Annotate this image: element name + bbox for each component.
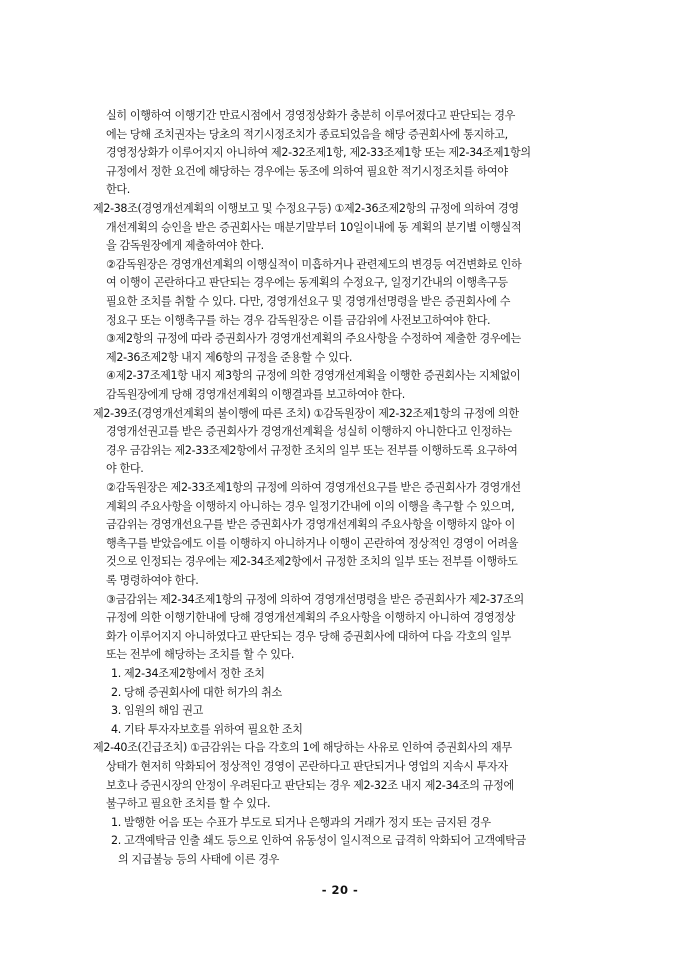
- text-line: 록 명령하여야 한다.: [106, 574, 199, 587]
- text-line: 감독원장에게 당해 경영개선계획의 이행결과를 보고하여야 한다.: [106, 388, 405, 401]
- text-line: 실히 이행하여 이행기간 만료시점에서 경영정상화가 충분히 이루어졌다고 판단되는 경우: [106, 109, 515, 122]
- text-line: ③금감위는 제2-34조제1항의 규정에 의하여 경영개선명령을 받은 증권회사가 제2-37조의: [106, 592, 524, 606]
- article-2-38-heading: 제2-38조(경영개선계획의 이행보고 및 수정요구등) ①제2-36조제2항의 규정에 의하여 경영: [93, 202, 519, 215]
- text-line: 상태가 현저히 악화되어 정상적인 경영이 곤란하다고 판단되거나 영업의 지속시 투자자: [106, 760, 508, 773]
- list-item: 1. 발행한 어음 또는 수표가 부도로 되거나 은행과의 거래가 정지 또는 금지된 경우: [111, 815, 491, 829]
- text-line: 또는 전부에 해당하는 조치를 할 수 있다.: [106, 648, 295, 662]
- text-line: 경영정상화가 이루어지지 아니하여 제2-32조제1항, 제2-33조제1항 또는 제2-34조제1항의: [106, 146, 531, 160]
- list-item: 3. 임원의 해임 권고: [111, 704, 203, 718]
- text-line: 을 감독원장에게 제출하여야 한다.: [106, 239, 264, 253]
- text-line: ②감독원장은 경영개선계획의 이행실적이 미흡하거나 관련제도의 변경등 여건변화로 인하: [106, 257, 522, 271]
- list-item: 2. 고객예탁금 인출 쇄도 등으로 인하여 유동성이 일시적으로 급격히 악화되어 고객예탁금: [111, 834, 526, 848]
- text-line: 경영개선권고를 받은 증권회사가 경영개선계획을 성실히 이행하지 아니한다고 인정하는: [106, 425, 512, 439]
- article-2-39-heading: 제2-39조(경영개선계획의 불이행에 따른 조치) ①감독원장이 제2-32조제1항의 규정에 의한: [93, 406, 519, 420]
- text-line: 것으로 인정되는 경우에는 제2-34조제2항에서 규정한 조치의 일부 또는 전부를 이행하도: [106, 555, 518, 569]
- text-line: ④제2-37조제1항 내지 제3항의 규정에 의한 경영개선계획을 이행한 증권회사는 지체없이: [106, 369, 521, 383]
- text-line: 여 이행이 곤란하다고 판단되는 경우에는 동계획의 수정요구, 일정기간내의 이행촉구등: [106, 276, 508, 290]
- text-line: 규정에서 정한 요건에 해당하는 경우에는 동조에 의하여 필요한 적기시정조치를 하여야: [106, 164, 508, 178]
- text-line: 불구하고 필요한 조치를 할 수 있다.: [106, 797, 271, 811]
- text-line: 보호나 증권시장의 안정이 우려된다고 판단되는 경우 제2-32조 내지 제2-34조의 규정에: [106, 778, 514, 792]
- text-line: 계획의 주요사항을 이행하지 아니하는 경우 일정기간내에 이의 이행을 촉구할 수 있으며,: [106, 499, 515, 513]
- text-line: 개선계획의 승인을 받은 증권회사는 매분기말부터 10일이내에 동 계획의 분기별 이행실적: [106, 220, 522, 234]
- list-item: 1. 제2-34조제2항에서 정한 조치: [111, 667, 265, 680]
- list-item: 4. 기타 투자자보호를 위하여 필요한 조치: [111, 722, 303, 736]
- text-line: 제2-36조제2항 내지 제6항의 규정을 준용할 수 있다.: [106, 350, 353, 364]
- text-line: 행촉구를 받았음에도 이를 이행하지 아니하거나 이행이 곤란하여 정상적인 경영이 어려울: [106, 536, 519, 550]
- text-line: 규정에 의한 이행기한내에 당해 경영개선계획의 주요사항을 이행하지 아니하여 경영정상: [106, 611, 515, 625]
- text-line: 필요한 조치를 취할 수 있다. 다만, 경영개선요구 및 경영개선명령을 받은 증권회사에 수: [106, 295, 511, 308]
- text-line: 정요구 또는 이행촉구를 하는 경우 감독원장은 이를 금감위에 사전보고하여야 한다.: [106, 313, 491, 327]
- text-line: 경우 금감위는 제2-33조제2항에서 규정한 조치의 일부 또는 전부를 이행하도록 요구하여: [106, 443, 518, 457]
- text-line: 에는 당해 조치권자는 당초의 적기시정조치가 종료되었음을 해당 증권회사에 통지하고,: [106, 127, 508, 141]
- text-line: 금감위는 경영개선요구를 받은 증권회사가 경영개선계획의 주요사항을 이행하지 않아 이: [106, 518, 515, 532]
- list-item: 2. 당해 증권회사에 대한 허가의 취소: [111, 685, 282, 699]
- text-line: ②감독원장은 제2-33조제1항의 규정에 의하여 경영개선요구를 받은 증권회사가 경영개선: [106, 481, 521, 494]
- text-line: ③제2항의 규정에 따라 증권회사가 경영개선계획의 주요사항을 수정하여 제출한 경우에는: [106, 332, 521, 346]
- text-line: 화가 이루어지지 아니하였다고 판단되는 경우 당해 증권회사에 대하여 다음 각호의 일부: [106, 629, 511, 643]
- page-number: - 20 -: [321, 882, 359, 897]
- list-item: 의 지급불능 등의 사태에 이른 경우: [118, 853, 280, 866]
- article-2-40-heading: 제2-40조(긴급조치) ①금감위는 다음 각호의 1에 해당하는 사유로 인하여 증권회사의 재무: [93, 741, 512, 755]
- text-line: 야 한다.: [106, 462, 144, 476]
- text-line: 한다.: [106, 183, 130, 197]
